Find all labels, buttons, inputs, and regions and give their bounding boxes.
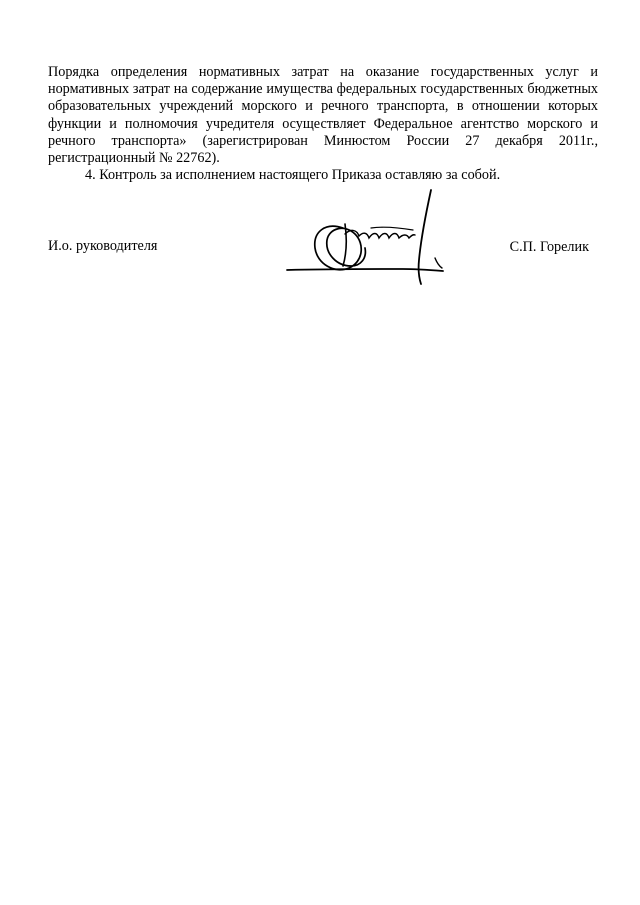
paragraph-item-4: 4. Контроль за исполнением настоящего Приказа оставляю за собой. [85, 167, 501, 184]
signature-block [48, 188, 598, 288]
paragraph-continuation: Порядка определения нормативных затрат на оказание государственных услуг и нормативных затрат на содержание имущества федеральных государственных бюджетных образовательных учреждений морского и речного транспорта, в отношении которых функции и полномочия учредителя осуществляет Федеральное агентство морского и речного транспорта» (зарегистрирован Минюстом России 27 декабря 2011г., регистрационный № 22762). [48, 64, 598, 167]
signature-icon [285, 188, 447, 286]
signatory-position: И.о. руководителя [48, 238, 158, 254]
document-body [48, 64, 598, 184]
signatory-name: С.П. Горелик [509, 239, 589, 255]
